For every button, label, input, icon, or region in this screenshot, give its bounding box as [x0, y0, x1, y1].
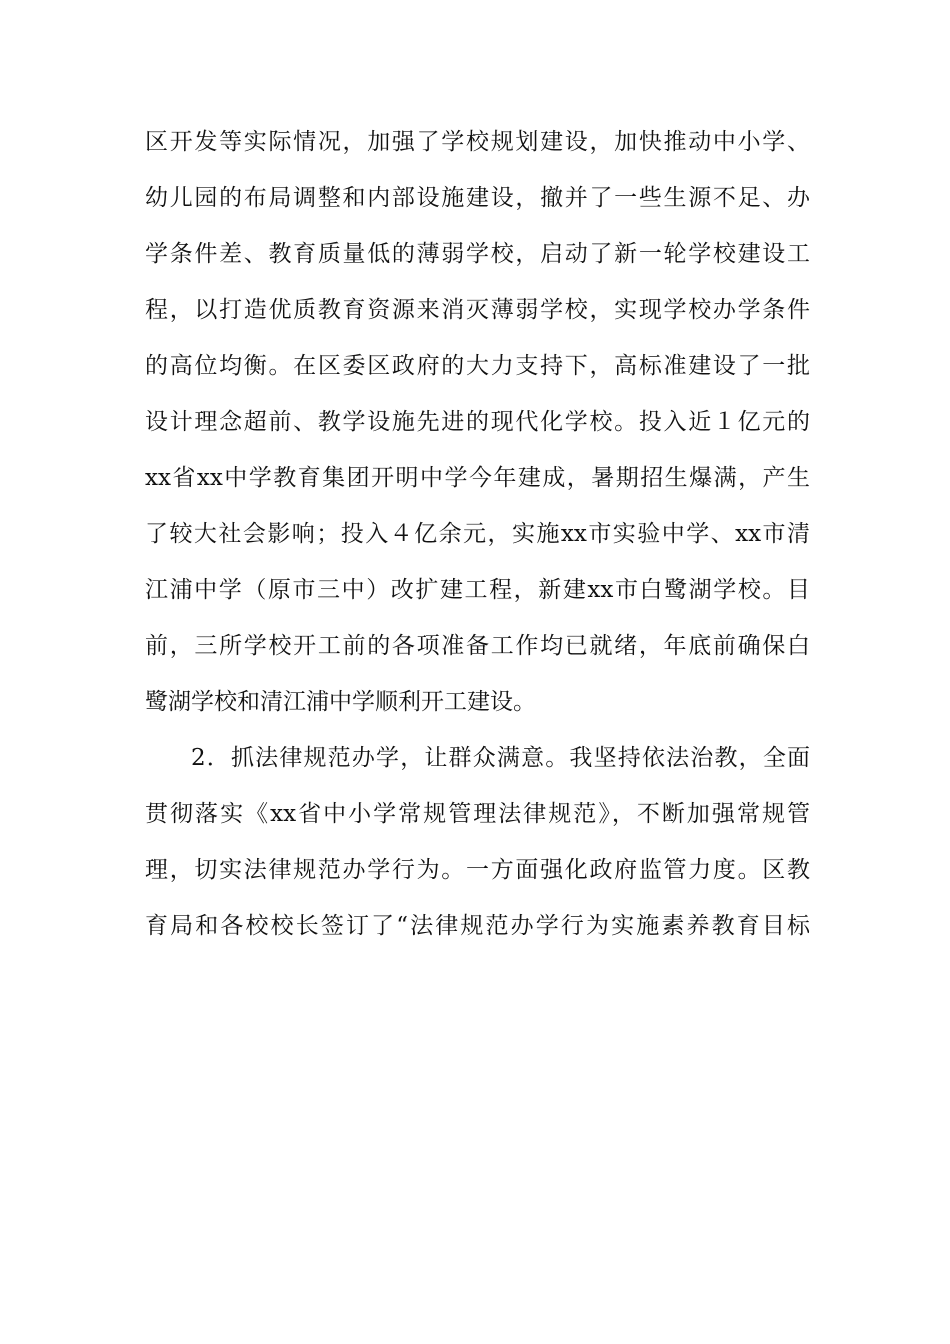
text-line: 前，三所学校开工前的各项准备工作均已就绪，年底前确保白: [145, 633, 810, 659]
text-line: 鹭湖学校和清江浦中学顺利开工建设。: [145, 689, 536, 715]
text-line: 学条件差、教育质量低的薄弱学校，启动了新一轮学校建设工: [145, 241, 810, 267]
text-line: 2．抓法律规范办学，让群众满意。我坚持依法治教，全面: [191, 745, 810, 771]
document-body: [145, 126, 810, 966]
text-line: 江浦中学（原市三中）改扩建工程，新建xx市白鹭湖学校。目: [145, 577, 810, 603]
text-line: 幼儿园的布局调整和内部设施建设，撤并了一些生源不足、办: [145, 185, 810, 211]
text-line: 程，以打造优质教育资源来消灭薄弱学校，实现学校办学条件: [145, 297, 810, 323]
text-line: 区开发等实际情况，加强了学校规划建设，加快推动中小学、: [145, 129, 810, 155]
text-line: 了较大社会影响；投入４亿余元，实施xx市实验中学、xx市清: [145, 521, 810, 547]
paragraph-1: [145, 126, 810, 742]
text-line: xx省xx中学教育集团开明中学今年建成，暑期招生爆满，产生: [145, 465, 810, 491]
paragraph-2: [145, 742, 810, 966]
text-line: 贯彻落实《xx省中小学常规管理法律规范》，不断加强常规管: [145, 801, 810, 827]
text-line: 育局和各校校长签订了“法律规范办学行为实施素养教育目标: [145, 913, 810, 939]
text-line: 设计理念超前、教学设施先进的现代化学校。投入近１亿元的: [145, 409, 810, 435]
text-line: 理，切实法律规范办学行为。一方面强化政府监管力度。区教: [145, 857, 810, 883]
text-line: 的高位均衡。在区委区政府的大力支持下，高标准建设了一批: [145, 353, 810, 379]
